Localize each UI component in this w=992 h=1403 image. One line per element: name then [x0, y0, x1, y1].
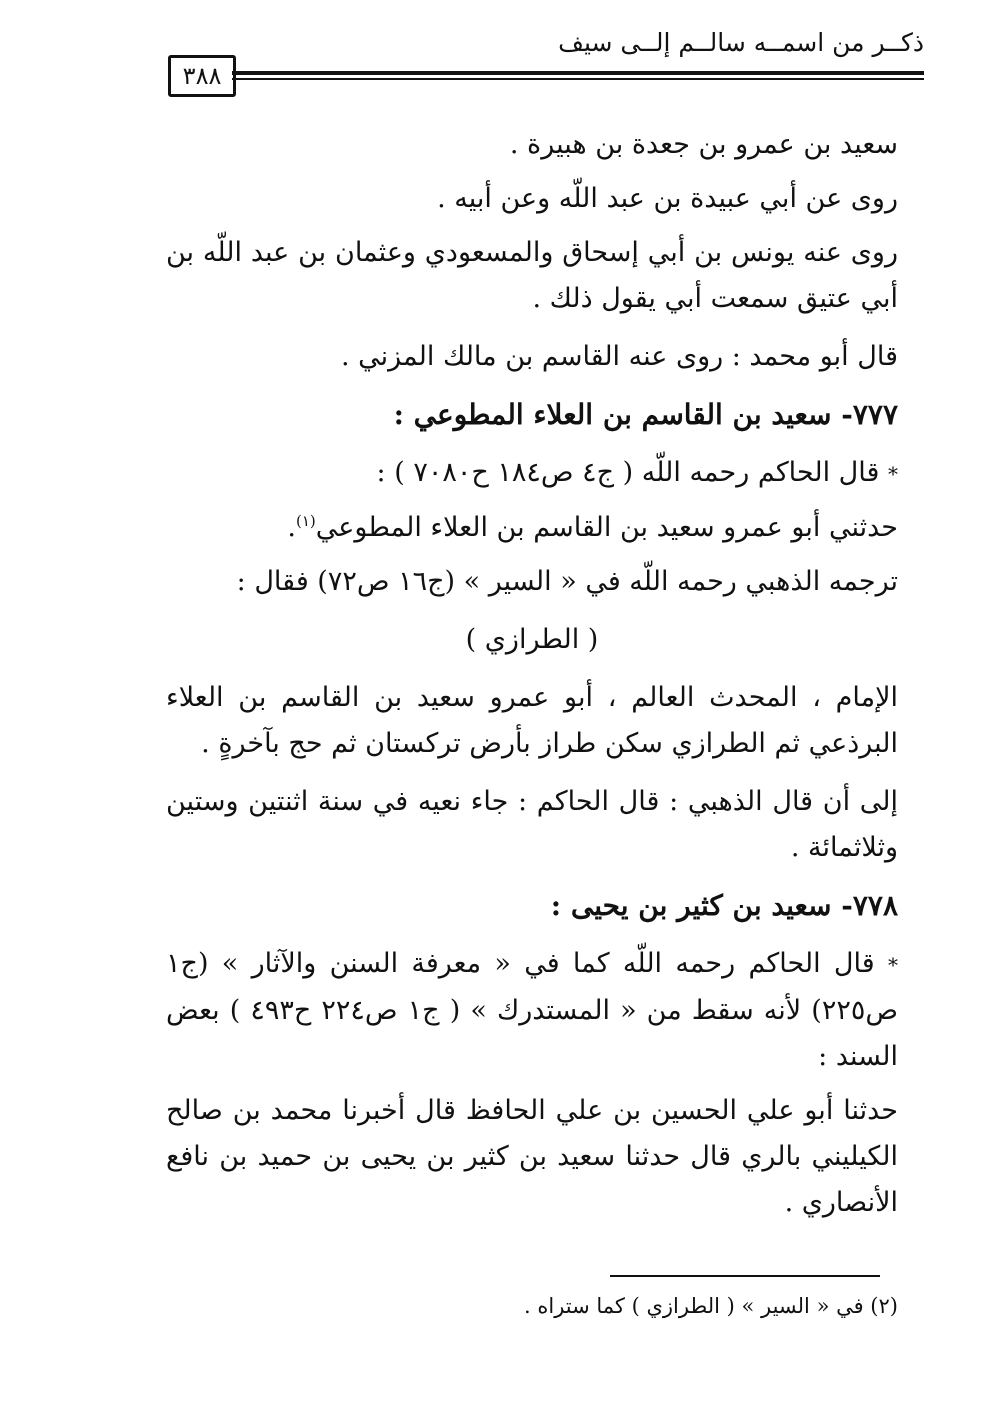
running-header-title: ذكــر من اسمــه سالــم إلــى سيف — [558, 28, 924, 57]
subheading-nisba: ( الطرازي ) — [465, 624, 599, 655]
footnote-separator — [610, 1275, 880, 1277]
paragraph — [166, 505, 898, 551]
page-number: ٣٨٨ — [182, 62, 222, 90]
paragraph: روى عن أبي عبيدة بن عبد اللّه وعن أبيه . — [437, 183, 898, 214]
paragraph: حدثنا أبو علي الحسين بن علي الحافظ قال أخبرنا محمد بن صالح الكيليني بالري قال حدثنا سعيد بن كثير بن يحيى بن حميد بن نافع الأنصاري . — [166, 1095, 898, 1218]
paragraph: قال أبو محمد : روى عنه القاسم بن مالك المزني . — [340, 341, 898, 372]
entry-heading-778: ٧٧٨- سعيد بن كثير بن يحيى : — [550, 889, 898, 922]
paragraph — [166, 450, 898, 497]
paragraph — [166, 941, 898, 1080]
asterisk-marker: * — [888, 953, 898, 977]
sentence-end: . — [287, 512, 296, 543]
header-rule-thick — [232, 71, 924, 75]
paragraph: إلى أن قال الذهبي : قال الحاكم : جاء نعيه في سنة اثنتين وستين وثلاثمائة . — [166, 786, 898, 863]
citation-text: قال الحاكم رحمه اللّه كما في « معرفة السنن والآثار » (ج١ ص٢٢٥) لأنه سقط من « المستدرك » ( ج١ ص٢٢٤ ح٤٩٣ ) بعض السند : — [166, 948, 898, 1072]
main-text — [166, 122, 898, 1238]
asterisk-marker: * — [888, 462, 898, 486]
entry-heading-777: ٧٧٧- سعيد بن القاسم بن العلاء المطوعي : — [393, 398, 898, 431]
footnote: (٢) في « السير » ( الطرازي ) كما ستراه . — [524, 1294, 898, 1318]
header-rule-thin — [232, 78, 924, 80]
paragraph: ترجمه الذهبي رحمه اللّه في « السير » (ج١٦ ص٧٢) فقال : — [236, 566, 898, 597]
paragraph: الإمام ، المحدث العالم ، أبو عمرو سعيد بن القاسم بن العلاء البرذعي ثم الطرازي سكن طراز بأرض تركستان ثم حج بآخرةٍ . — [166, 682, 898, 759]
paragraph: روى عنه يونس بن أبي إسحاق والمسعودي وعثمان بن عبد اللّه بن أبي عتيق سمعت أبي يقول ذلك . — [166, 237, 898, 314]
citation-text: قال الحاكم رحمه اللّه ( ج٤ ص١٨٤ ح٧٠٨٠ ) : — [376, 457, 880, 488]
paragraph: سعيد بن عمرو بن جعدة بن هبيرة . — [509, 129, 898, 160]
footnote-reference: (١) — [295, 512, 316, 530]
narration-text: حدثني أبو عمرو سعيد بن القاسم بن العلاء المطوعي — [315, 512, 898, 543]
page-number-box — [168, 55, 236, 97]
